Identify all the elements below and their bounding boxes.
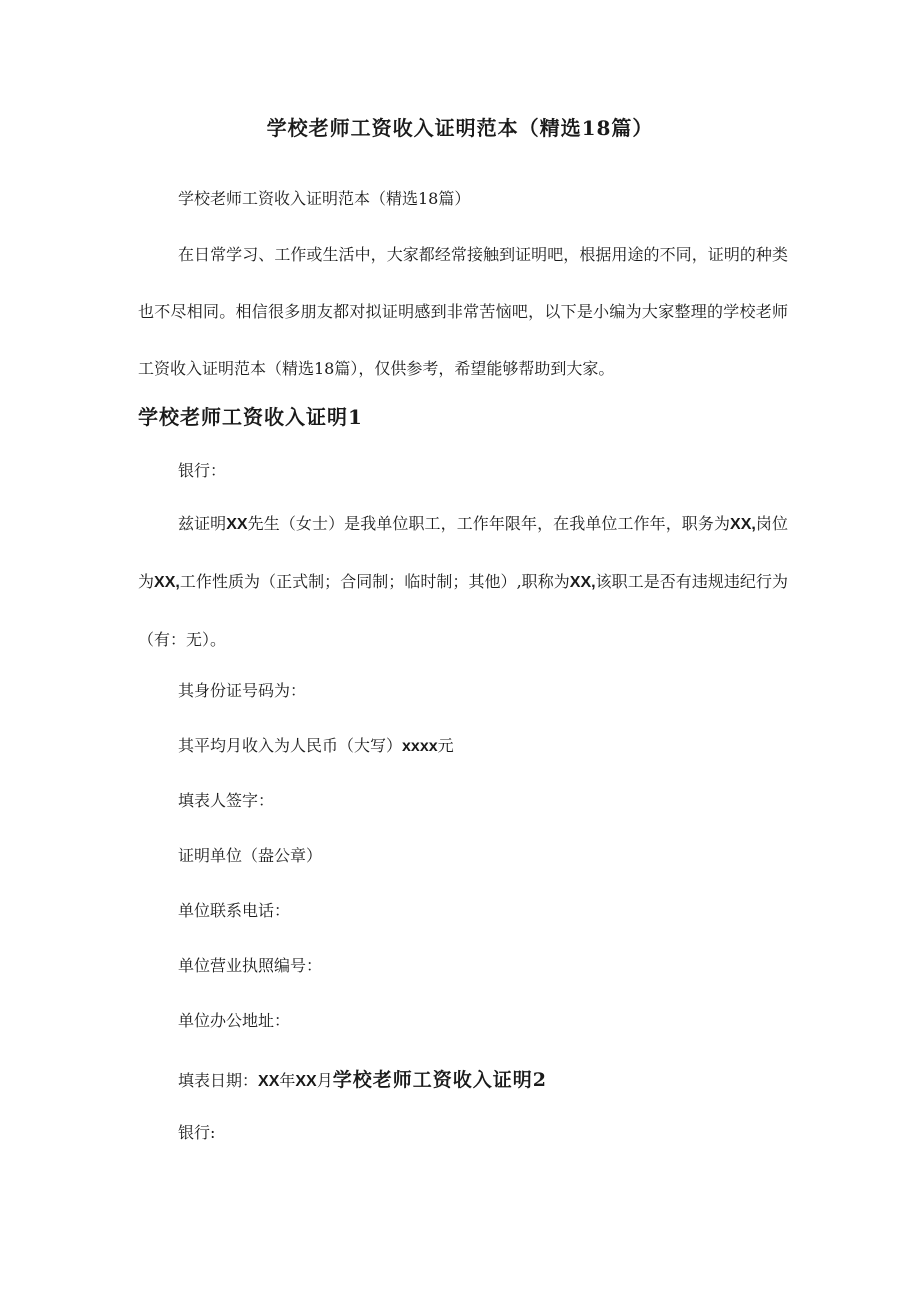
income-line — [178, 734, 454, 759]
placeholder-xx: XX — [226, 516, 248, 533]
date-year-placeholder: XX — [258, 1073, 280, 1090]
section-2-bank: 银行: — [178, 1123, 216, 1142]
placeholder-xx: XX, — [154, 574, 180, 591]
section-1-heading: 学校老师工资收入证明1 — [138, 405, 363, 429]
document-title: 学校老师工资收入证明范本（精选18篇） — [266, 116, 654, 140]
placeholder-xx: XX, — [730, 516, 756, 533]
placeholder-xx: XX, — [569, 574, 596, 591]
unit-license-line: 单位营业执照编号： — [178, 956, 323, 975]
date-line — [178, 1068, 547, 1094]
intro-paragraph: 在日常学习、工作或生活中，大家都经常接触到证明吧，根据用途的不同，证明的种类也不尽相同。相信很多朋友都对拟证明感到非常苦恼吧，以下是小编为大家整理的学校老师工资收入证明范本（精选18篇），仅供参考，希望能够帮助到大家。 — [138, 245, 788, 378]
id-number-line: 其身份证号码为： — [178, 681, 307, 700]
income-text: 其平均月收入为人民币（大写） — [178, 736, 403, 755]
date-label: 填表日期： — [178, 1071, 259, 1090]
unit-address-line: 单位办公地址： — [178, 1011, 291, 1030]
document-subtitle: 学校老师工资收入证明范本（精选18篇） — [178, 189, 471, 208]
body-text-5: 该职工是否有违规违纪行为（有：无）。 — [138, 572, 788, 649]
unit-phone-line: 单位联系电话： — [178, 901, 291, 920]
date-month-unit: 月 — [316, 1071, 333, 1090]
date-month-placeholder: XX — [295, 1073, 317, 1090]
signer-line: 填表人签字： — [178, 791, 275, 810]
section-2-heading: 学校老师工资收入证明2 — [332, 1069, 547, 1091]
date-year-unit: 年 — [279, 1071, 296, 1090]
body-text-3: 岗位为 — [138, 514, 788, 591]
body-text-1: 兹证明 — [178, 514, 227, 533]
income-unit: 元 — [437, 736, 454, 755]
unit-seal-line: 证明单位（盎公章） — [178, 846, 323, 865]
body-text-2: 先生（女士）是我单位职工，工作年限年，在我单位工作年，职务为 — [247, 514, 731, 533]
section-1-bank: 银行： — [178, 461, 227, 480]
income-amount-placeholder: xxxx — [402, 738, 438, 755]
body-text-4: 工作性质为（正式制；合同制；临时制；其他）,职称为 — [179, 572, 570, 591]
section-1-body — [138, 495, 788, 668]
